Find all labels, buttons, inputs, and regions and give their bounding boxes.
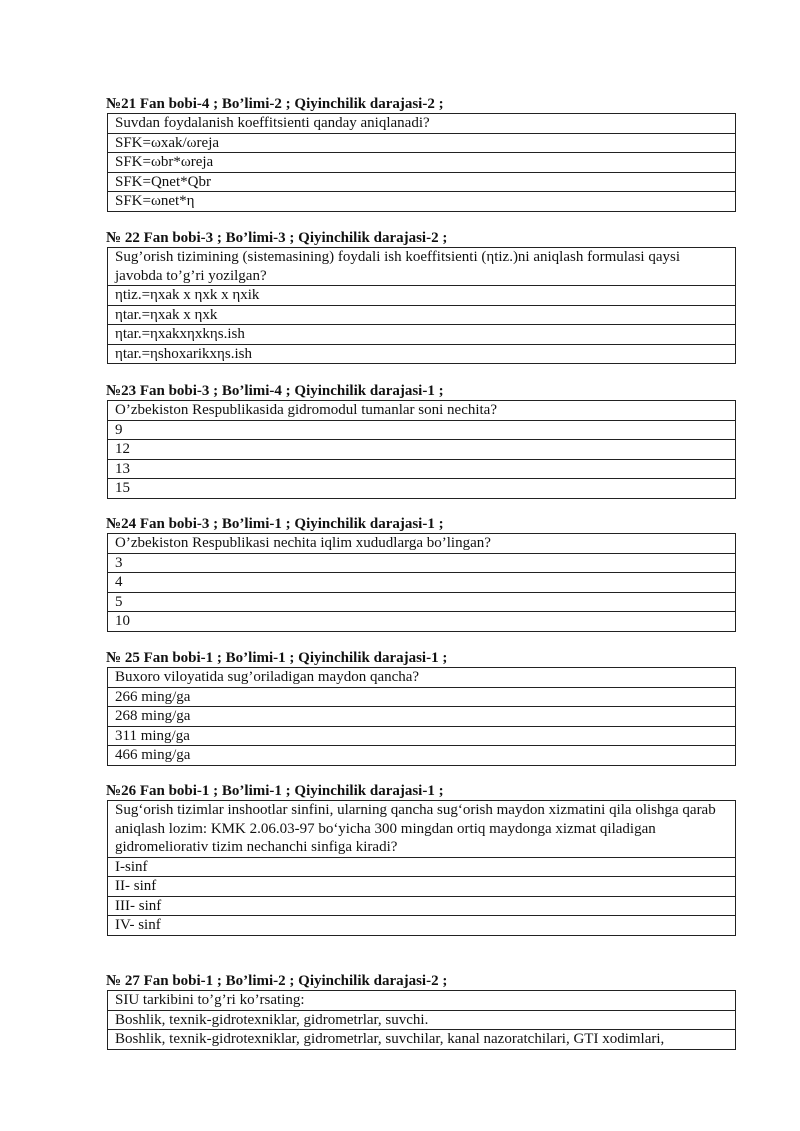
option-row — [108, 877, 736, 897]
option-row — [108, 612, 736, 632]
option-row — [108, 325, 736, 345]
answer-option: 268 ming/ga — [108, 707, 736, 727]
answer-option: 12 — [108, 440, 736, 460]
option-row — [108, 172, 736, 192]
answer-option: III- sinf — [108, 896, 736, 916]
answer-option: SFK=Qnet*Qbr — [108, 172, 736, 192]
question-row — [108, 991, 736, 1011]
question-header: № 22 Fan bobi-3 ; Bo’limi-3 ; Qiyinchilik darajasi-2 ; — [106, 230, 448, 246]
question-block-21 — [106, 96, 736, 212]
question-text: O’zbekiston Respublikasi nechita iqlim xududlarga bo’lingan? — [108, 534, 736, 554]
question-table — [107, 667, 736, 766]
option-row — [108, 726, 736, 746]
option-row — [108, 746, 736, 766]
option-row — [108, 553, 736, 573]
answer-option: SFK=ωnet*η — [108, 192, 736, 212]
question-block-23 — [106, 383, 736, 499]
question-text: O’zbekiston Respublikasida gidromodul tumanlar soni nechita? — [108, 401, 736, 421]
answer-option: 266 ming/ga — [108, 687, 736, 707]
answer-option: Boshlik, texnik-gidrotexniklar, gidrometrlar, suvchi. — [108, 1010, 736, 1030]
option-row — [108, 153, 736, 173]
option-row — [108, 916, 736, 936]
option-row — [108, 1010, 736, 1030]
answer-option: 13 — [108, 459, 736, 479]
question-header: №24 Fan bobi-3 ; Bo’limi-1 ; Qiyinchilik darajasi-1 ; — [106, 516, 444, 532]
answer-option: IV- sinf — [108, 916, 736, 936]
option-row — [108, 305, 736, 325]
question-text: Buxoro viloyatida sug’oriladigan maydon qancha? — [108, 668, 736, 688]
question-row — [108, 248, 736, 286]
question-row — [108, 114, 736, 134]
question-text: Sug’orish tizimining (sistemasining) foydali ish koeffitsienti (ηtiz.)ni aniqlash formulasi qaysi javobda to’g’ri yozilgan? — [108, 248, 736, 286]
question-block-22 — [106, 230, 736, 364]
question-text: SIU tarkibini to’g’ri ko’rsating: — [108, 991, 736, 1011]
answer-option: SFK=ωxak/ωreja — [108, 133, 736, 153]
answer-option: 10 — [108, 612, 736, 632]
option-row — [108, 192, 736, 212]
option-row — [108, 1030, 736, 1050]
answer-option: 5 — [108, 592, 736, 612]
question-table — [107, 400, 736, 499]
option-row — [108, 687, 736, 707]
question-table — [107, 113, 736, 212]
question-block-25 — [106, 650, 736, 766]
question-row — [108, 534, 736, 554]
answer-option: ηtiz.=ηxak x ηxk x ηxik — [108, 286, 736, 306]
question-table — [107, 990, 736, 1050]
answer-option: 4 — [108, 573, 736, 593]
answer-option: ηtar.=ηxak x ηxk — [108, 305, 736, 325]
answer-option: II- sinf — [108, 877, 736, 897]
option-row — [108, 896, 736, 916]
question-row — [108, 668, 736, 688]
option-row — [108, 707, 736, 727]
answer-option: 9 — [108, 420, 736, 440]
option-row — [108, 573, 736, 593]
question-row — [108, 801, 736, 858]
question-table — [107, 800, 736, 936]
answer-option: I-sinf — [108, 857, 736, 877]
option-row — [108, 344, 736, 364]
answer-option: ηtar.=ηshoxarikxηs.ish — [108, 344, 736, 364]
option-row — [108, 857, 736, 877]
answer-option: SFK=ωbr*ωreja — [108, 153, 736, 173]
question-header: №23 Fan bobi-3 ; Bo’limi-4 ; Qiyinchilik darajasi-1 ; — [106, 383, 444, 399]
option-row — [108, 440, 736, 460]
question-header: №26 Fan bobi-1 ; Bo’limi-1 ; Qiyinchilik darajasi-1 ; — [106, 783, 444, 799]
question-block-24 — [106, 516, 736, 632]
question-block-26 — [106, 783, 736, 936]
answer-option: 466 ming/ga — [108, 746, 736, 766]
option-row — [108, 133, 736, 153]
question-text: Suvdan foydalanish koeffitsienti qanday aniqlanadi? — [108, 114, 736, 134]
question-header: № 27 Fan bobi-1 ; Bo’limi-2 ; Qiyinchilik darajasi-2 ; — [106, 973, 448, 989]
question-row — [108, 401, 736, 421]
answer-option: 3 — [108, 553, 736, 573]
option-row — [108, 420, 736, 440]
question-header: № 25 Fan bobi-1 ; Bo’limi-1 ; Qiyinchilik darajasi-1 ; — [106, 650, 448, 666]
question-table — [107, 533, 736, 632]
option-row — [108, 459, 736, 479]
answer-option: 311 ming/ga — [108, 726, 736, 746]
answer-option: Boshlik, texnik-gidrotexniklar, gidrometrlar, suvchilar, kanal nazoratchilari, GTI xodimlari, — [108, 1030, 736, 1050]
option-row — [108, 479, 736, 499]
option-row — [108, 286, 736, 306]
question-block-27 — [106, 973, 736, 1050]
question-table — [107, 247, 736, 364]
option-row — [108, 592, 736, 612]
question-text: Sug‘orish tizimlar inshootlar sinfini, ularning qancha sug‘orish maydon xizmatini qila olishga qarab aniqlash lozim: KMK 2.06.03-97 bo‘yicha 300 mingdan ortiq maydonga xizmat qiladigan gidromeliorativ tizim nechanchi sinfiga kiradi? — [108, 801, 736, 858]
answer-option: 15 — [108, 479, 736, 499]
question-header: №21 Fan bobi-4 ; Bo’limi-2 ; Qiyinchilik darajasi-2 ; — [106, 96, 444, 112]
answer-option: ηtar.=ηxakxηxkηs.ish — [108, 325, 736, 345]
